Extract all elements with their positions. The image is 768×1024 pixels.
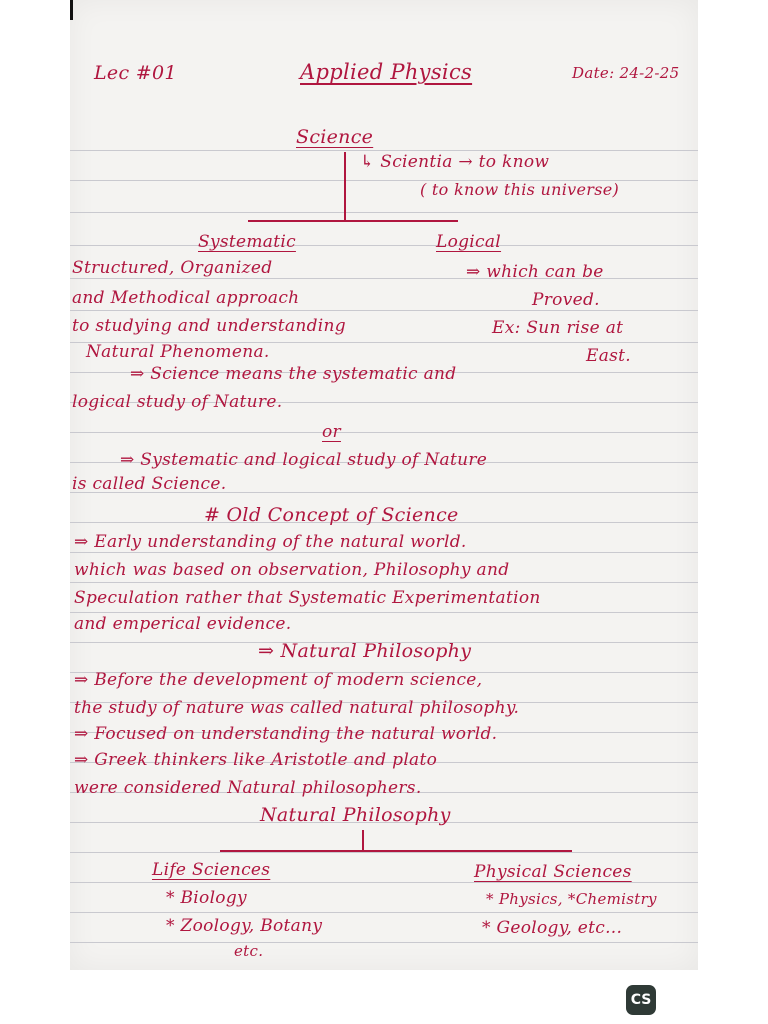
old-concept-line-1: ⇒ Early understanding of the natural world. [74,532,467,552]
scientia-line: ↳ Scientia → to know [360,152,550,172]
definition-1a: ⇒ Science means the systematic and [130,364,457,384]
notebook-page [70,0,698,970]
systematic-line-4: Natural Phenomena. [86,342,270,362]
before-line-1: ⇒ Before the development of modern science, [74,670,483,690]
systematic-line-3: to studying and understanding [72,316,346,336]
natural-philosophy-tree-heading: Natural Philosophy [260,804,451,826]
natural-philosophy-label: ⇒ Natural Philosophy [258,640,472,662]
systematic-line-1: Structured, Organized [72,258,273,278]
geology-item: * Geology, etc... [482,918,623,938]
greek-line-1: ⇒ Greek thinkers like Aristotle and plato [74,750,438,770]
tree2-stem [362,830,364,850]
logical-line-3: Ex: Sun rise at [492,318,624,338]
lecture-number: Lec #01 [94,62,177,84]
tree-branch [248,220,458,222]
definition-2b: is called Science. [72,474,227,494]
logical-line-2: Proved. [532,290,600,310]
tree2-branch [220,850,572,852]
science-heading: Science [296,126,374,148]
camscanner-badge-icon: CS [626,985,656,1015]
before-line-2: the study of nature was called natural philosophy. [74,698,520,718]
etc-left: etc. [234,942,264,960]
focused-line: ⇒ Focused on understanding the natural world. [74,724,498,744]
old-concept-heading: # Old Concept of Science [204,504,459,526]
logical-line-4: East. [586,346,632,366]
zoology-item: * Zoology, Botany [166,916,323,936]
greek-line-2: were considered Natural philosophers. [74,778,422,798]
or-label: or [322,422,341,442]
biology-item: * Biology [166,888,247,908]
scientia-subline: ( to know this universe) [420,180,620,199]
tree-stem [344,152,346,220]
definition-1b: logical study of Nature. [72,392,283,412]
life-sciences-label: Life Sciences [152,860,271,880]
old-concept-line-2: which was based on observation, Philosophy and [74,560,510,580]
old-concept-line-3: Speculation rather that Systematic Experimentation [74,588,541,608]
systematic-label: Systematic [198,232,296,252]
old-concept-line-4: and emperical evidence. [74,614,292,634]
date: Date: 24-2-25 [572,64,680,82]
physical-sciences-label: Physical Sciences [474,862,632,882]
page-title: Applied Physics [300,60,473,84]
physics-item: * Physics, *Chemistry [486,890,657,908]
systematic-line-2: and Methodical approach [72,288,300,308]
page-edge-mark [70,0,73,20]
logical-label: Logical [436,232,502,252]
definition-2a: ⇒ Systematic and logical study of Nature [120,450,488,470]
logical-line-1: ⇒ which can be [466,262,604,282]
